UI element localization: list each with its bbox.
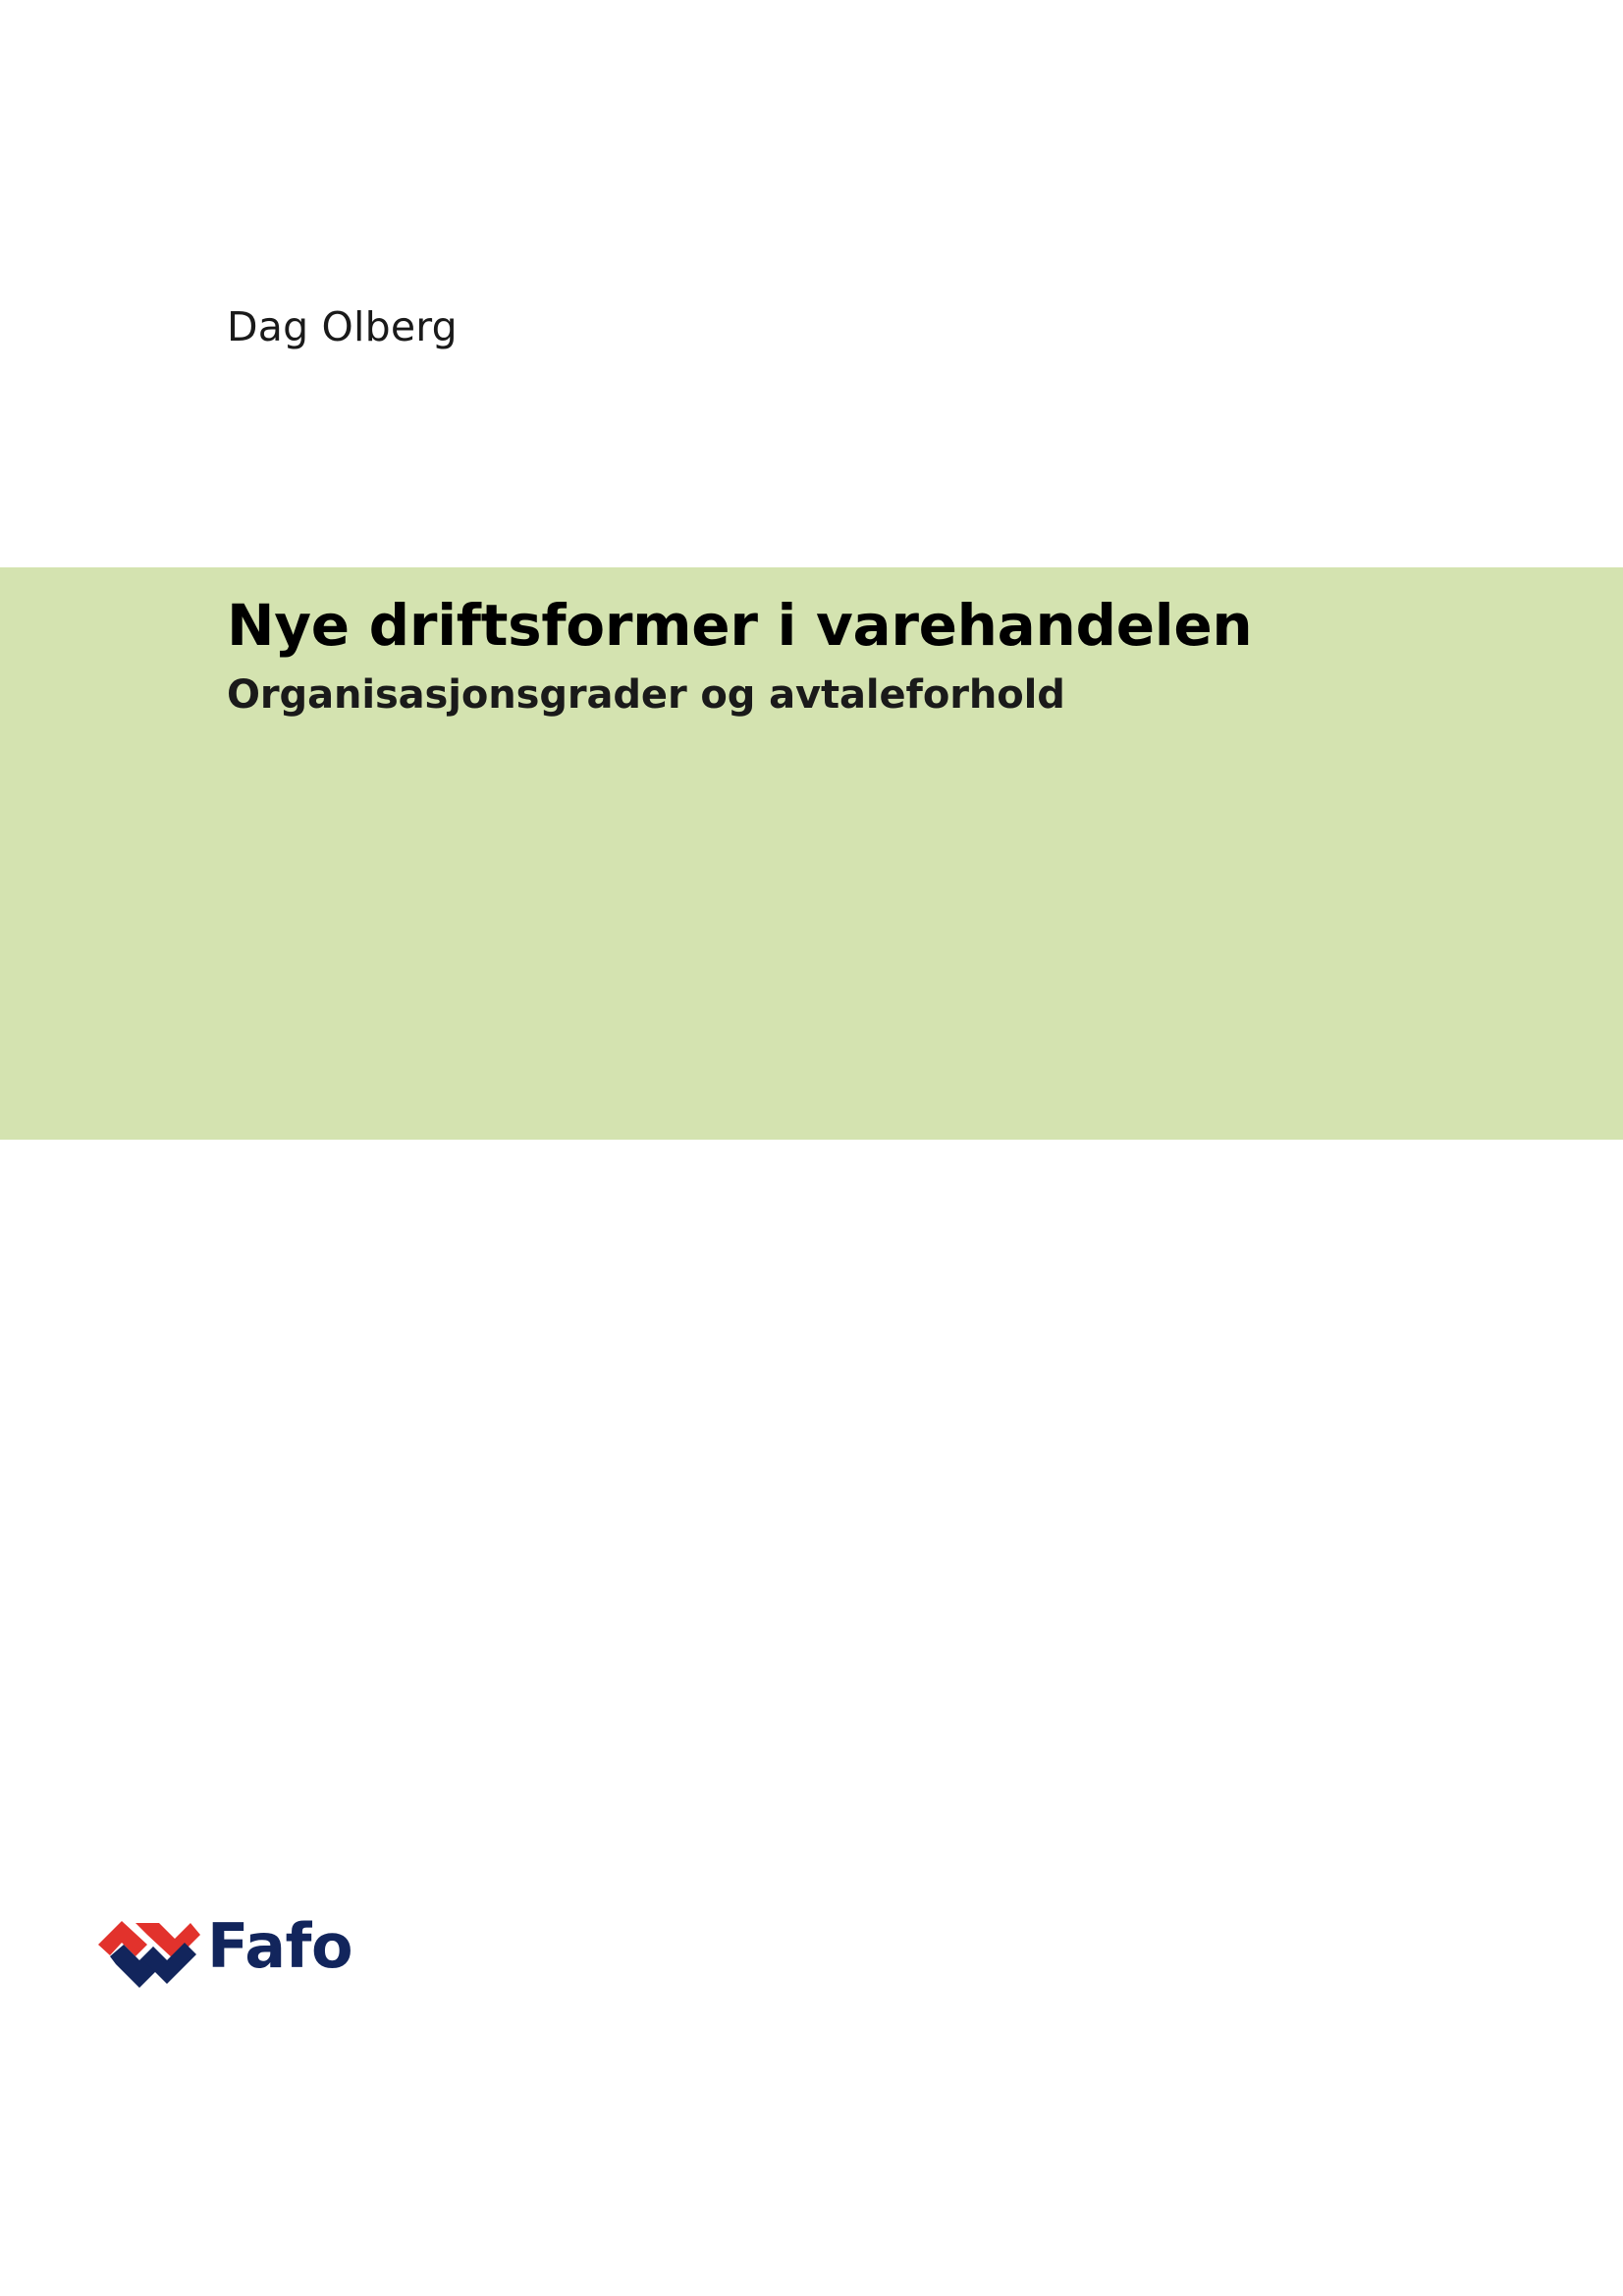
fafo-chevron-logo-icon [96, 1915, 202, 1990]
publisher-logo [96, 1909, 371, 1998]
publisher-name: Fafo [207, 1910, 353, 1982]
author-name: Dag Olberg [227, 303, 458, 350]
page-title: Nye driftsformer i varehandelen [227, 592, 1253, 659]
page-subtitle: Organisasjonsgrader og avtaleforhold [227, 672, 1065, 718]
